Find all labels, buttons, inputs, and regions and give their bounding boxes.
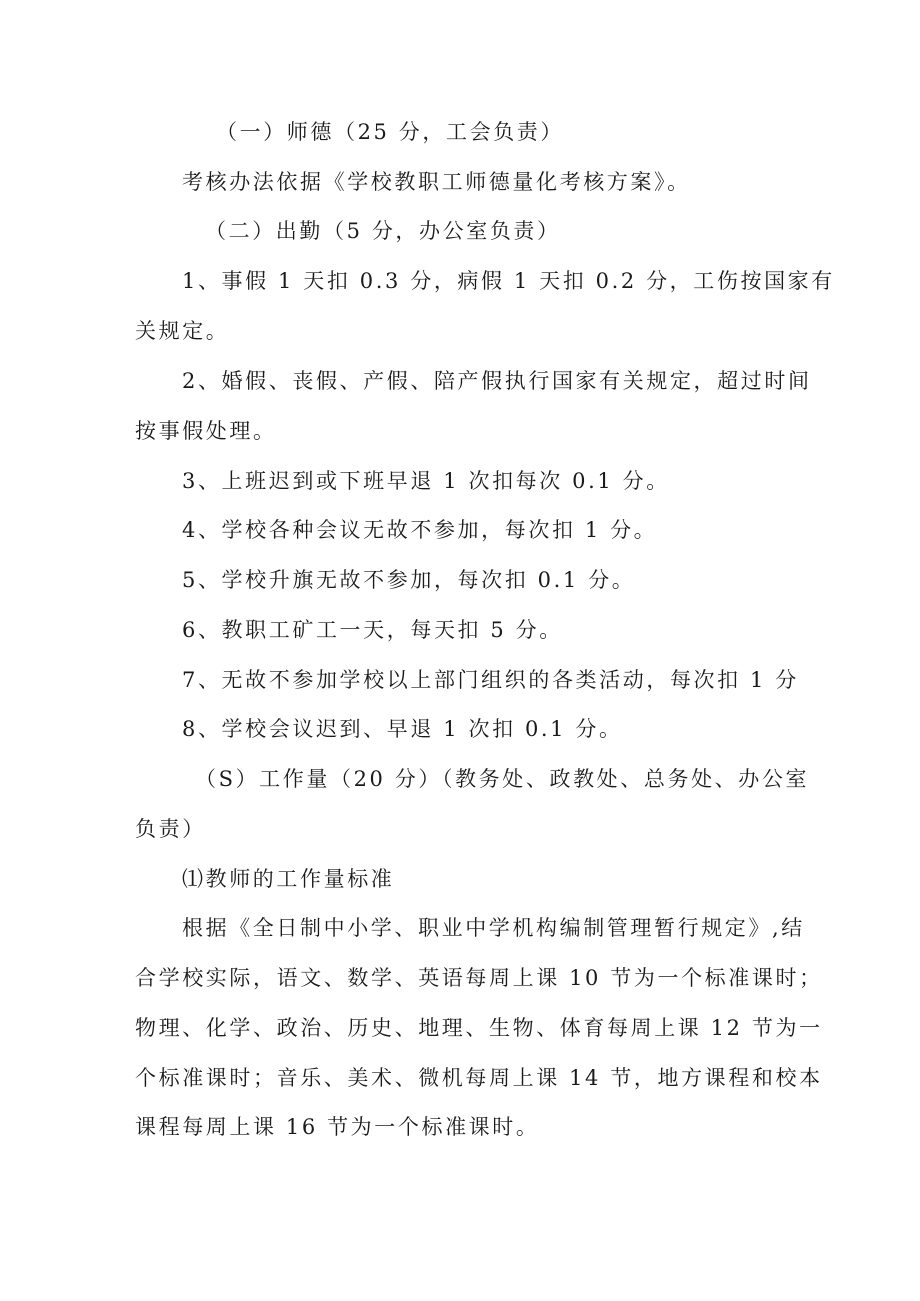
- list-item-2-line-2: 按事假处理。: [135, 419, 277, 443]
- paragraph-line: 个标准课时；音乐、美术、微机每周上课 14 节，地方课程和校本: [135, 1066, 823, 1090]
- list-item-5: 5、学校升旗无故不参加，每次扣 0.1 分。: [182, 568, 636, 592]
- subsection-heading-workload-standard: ⑴教师的工作量标准: [182, 867, 395, 891]
- list-item-6: 6、教职工矿工一天，每天扣 5 分。: [182, 618, 563, 642]
- list-item-1-line-2: 关规定。: [135, 319, 230, 343]
- list-item-4: 4、学校各种会议无故不参加，每次扣 1 分。: [182, 518, 658, 542]
- list-item-3: 3、上班迟到或下班早退 1 次扣每次 0.1 分。: [182, 469, 670, 493]
- list-item-2-line-1: 2、婚假、丧假、产假、陪产假执行国家有关规定，超过时间: [182, 369, 812, 393]
- section-heading-workload-line-1: （S）工作量（20 分）（教务处、政教处、总务处、办公室: [195, 767, 810, 791]
- paragraph-line: 根据《全日制中小学、职业中学机构编制管理暂行规定》,结: [182, 916, 805, 940]
- list-item-1-line-1: 1、事假 1 天扣 0.3 分，病假 1 天扣 0.2 分，工伤按国家有: [182, 269, 835, 293]
- paragraph-line: 合学校实际，语文、数学、英语每周上课 10 节为一个标准课时；: [135, 966, 823, 990]
- paragraph-line: 物理、化学、政治、历史、地理、生物、体育每周上课 12 节为一: [135, 1016, 823, 1040]
- list-item-7: 7、无故不参加学校以上部门组织的各类活动，每次扣 1 分: [182, 668, 799, 692]
- section-heading-attendance: （二）出勤（5 分，办公室负责）: [205, 219, 561, 243]
- paragraph-line: 考核办法依据《学校教职工师德量化考核方案》。: [182, 170, 691, 194]
- section-heading-teacher-ethics: （一）师德（25 分，工会负责）: [216, 120, 564, 144]
- paragraph-line: 课程每周上课 16 节为一个标准课时。: [135, 1115, 540, 1139]
- section-heading-workload-line-2: 负责）: [135, 817, 206, 841]
- list-item-8: 8、学校会议迟到、早退 1 次扣 0.1 分。: [182, 717, 623, 741]
